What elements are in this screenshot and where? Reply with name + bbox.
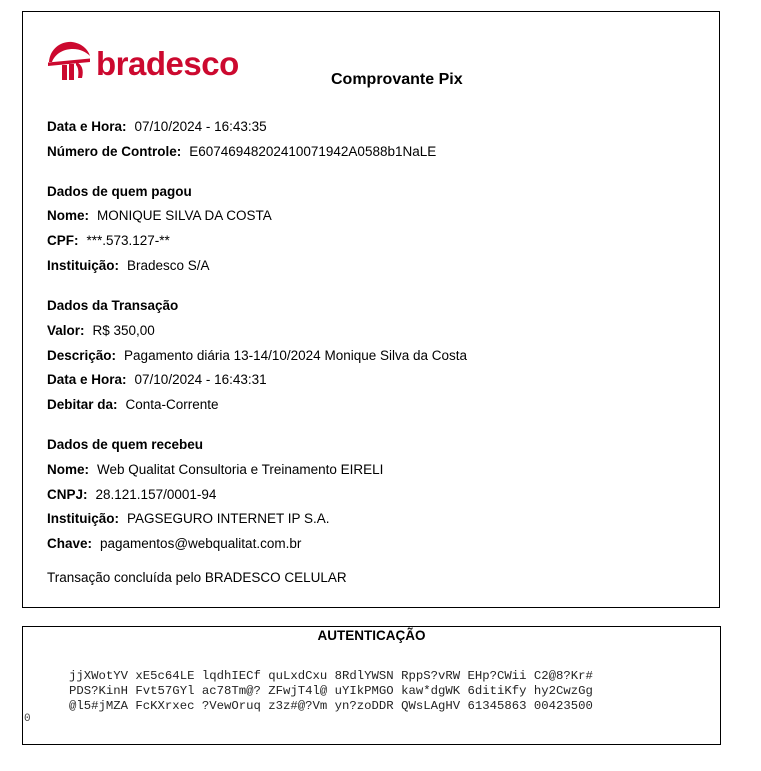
- header-datetime-label: Data e Hora:: [47, 119, 127, 134]
- transaction-amount-value: R$ 350,00: [92, 323, 155, 338]
- authentication-line-3: @l5#jMZA FcKXrxec ?VewOruq z3z#@?Vm yn?zoDDR QWsLAgHV 61345863 00423500: [69, 699, 593, 713]
- transaction-debit-row: [47, 397, 219, 413]
- receiver-name-row: [47, 462, 383, 478]
- receiver-institution-row: [47, 511, 330, 527]
- transaction-amount-row: [47, 323, 155, 339]
- payer-name-label: Nome:: [47, 208, 90, 223]
- transaction-section-title: Dados da Transação: [47, 298, 179, 313]
- receiver-cnpj-value: 28.121.157/0001-94: [95, 487, 217, 502]
- receiver-institution-label: Instituição:: [47, 511, 120, 526]
- control-number-label: Número de Controle:: [47, 144, 182, 159]
- control-number-value: E60746948202410071942A0588b1NaLE: [189, 144, 437, 159]
- payer-cpf-value: ***.573.127-**: [86, 233, 170, 248]
- bradesco-tree-icon: [46, 40, 92, 84]
- authentication-line-2: PDS?KinH Fvt57GYl ac78Tm@? ZFwjT4l@ uYIkPMGO kaw*dgWK 6ditiKfy hy2CwzGg: [69, 684, 593, 698]
- transaction-debit-label: Debitar da:: [47, 397, 118, 412]
- receiver-institution-value: PAGSEGURO INTERNET IP S.A.: [127, 511, 330, 526]
- authentication-title: AUTENTICAÇÃO: [317, 628, 426, 643]
- authentication-trailing-char: 0: [24, 713, 31, 725]
- bradesco-wordmark: bradesco: [96, 44, 239, 82]
- transaction-datetime-row: [47, 372, 267, 388]
- completion-note: Transação concluída pelo BRADESCO CELULAR: [47, 570, 347, 585]
- payer-cpf-label: CPF:: [47, 233, 79, 248]
- transaction-description-row: [47, 348, 467, 364]
- authentication-line-1: jjXWotYV xE5c64LE lqdhIECf quLxdCxu 8RdlYWSN RppS?vRW EHp?CWii C2@8?Kr#: [69, 669, 593, 683]
- page-title: Comprovante Pix: [331, 71, 463, 88]
- receiver-key-label: Chave:: [47, 536, 93, 551]
- control-number-row: [47, 144, 436, 160]
- transaction-debit-value: Conta-Corrente: [125, 397, 219, 412]
- authentication-box: [22, 626, 721, 745]
- receiver-name-value: Web Qualitat Consultoria e Treinamento EIRELI: [97, 462, 384, 477]
- payer-institution-label: Instituição:: [47, 258, 120, 273]
- payer-institution-row: [47, 258, 210, 274]
- header-datetime-value: 07/10/2024 - 16:43:35: [134, 119, 267, 134]
- transaction-datetime-label: Data e Hora:: [47, 372, 127, 387]
- receiver-key-row: [47, 536, 301, 552]
- payer-name-value: MONIQUE SILVA DA COSTA: [97, 208, 272, 223]
- receiver-key-value: pagamentos@webqualitat.com.br: [100, 536, 302, 551]
- transaction-description-label: Descrição:: [47, 348, 117, 363]
- receiver-name-label: Nome:: [47, 462, 90, 477]
- payer-cpf-row: [47, 233, 170, 249]
- payer-name-row: [47, 208, 272, 224]
- payer-section-title: Dados de quem pagou: [47, 184, 192, 199]
- receiver-cnpj-row: [47, 487, 216, 503]
- payer-institution-value: Bradesco S/A: [127, 258, 210, 273]
- receiver-section-title: Dados de quem recebeu: [47, 437, 204, 452]
- transaction-datetime-value: 07/10/2024 - 16:43:31: [134, 372, 267, 387]
- bradesco-logo: [46, 40, 239, 84]
- receiver-cnpj-label: CNPJ:: [47, 487, 88, 502]
- transaction-description-value: Pagamento diária 13-14/10/2024 Monique Silva da Costa: [124, 348, 468, 363]
- transaction-amount-label: Valor:: [47, 323, 85, 338]
- header-datetime-row: [47, 119, 267, 135]
